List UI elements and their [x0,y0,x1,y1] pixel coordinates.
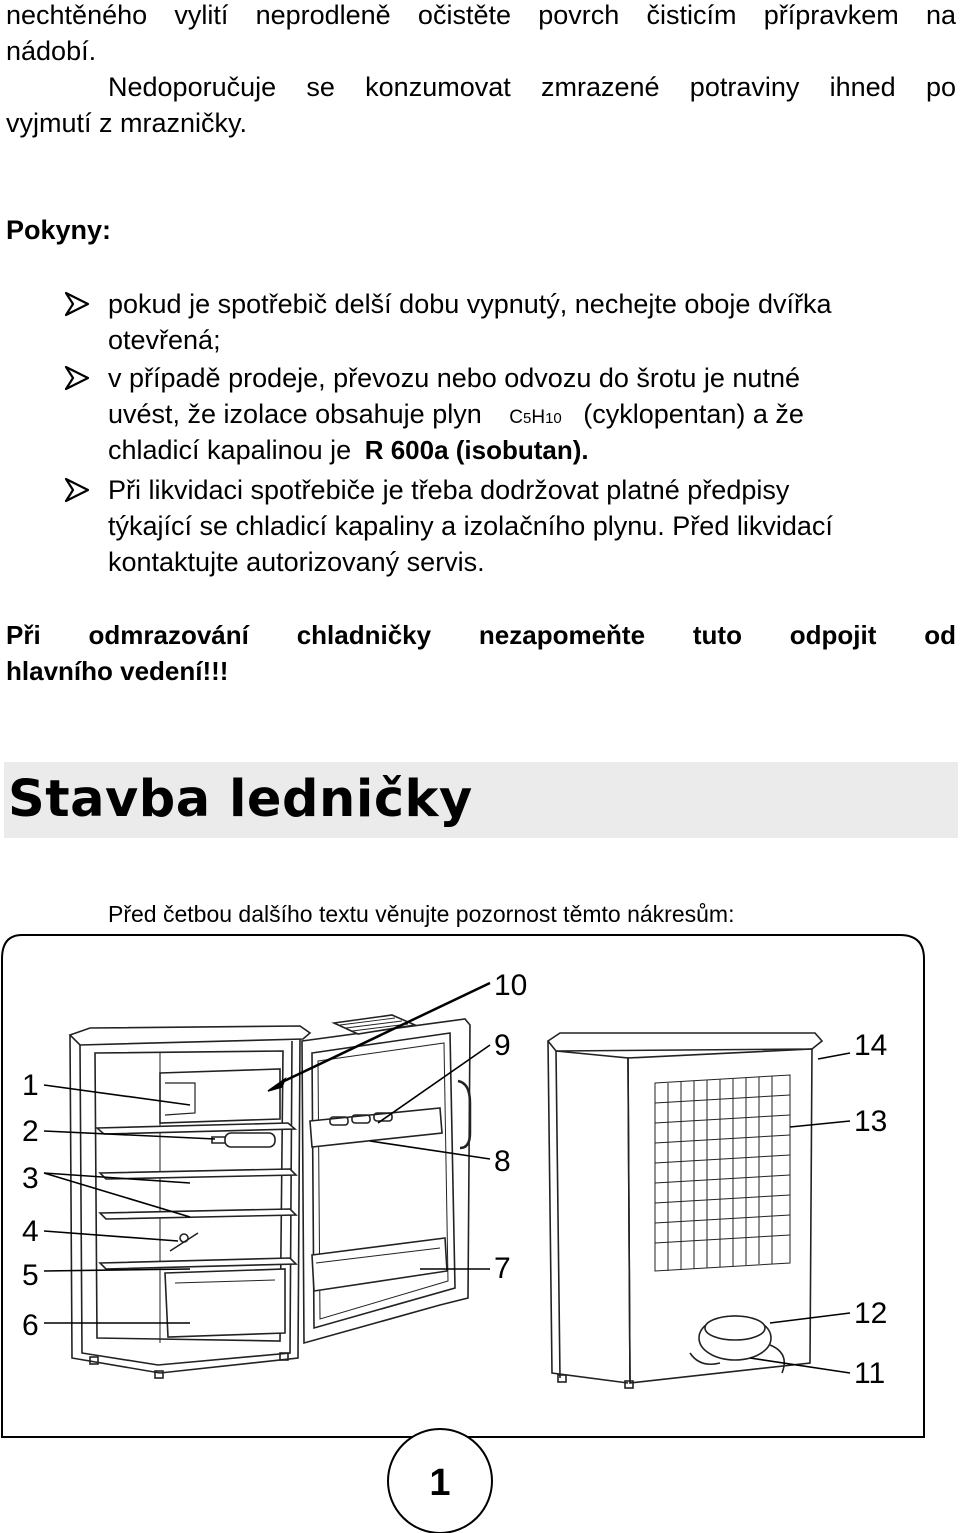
callout-4: 4 [22,1215,39,1248]
callout-8: 8 [494,1145,511,1178]
bullet-2-text-c: chladicí kapalinou je [108,435,352,465]
intro-line-1: nechtěného vylití neprodleně očistěte povrch čisticím přípravkem na [6,0,956,30]
diagram-caption: Před četbou dalšího textu věnujte pozornost těmto nákresům: [108,901,735,927]
intro-line-2: nádobí. [6,36,97,66]
bullet-1-line-2: otevřená; [108,325,221,355]
callout-7: 7 [494,1252,511,1285]
callout-11: 11 [854,1357,886,1390]
warning-line-2: hlavního vedení!!! [6,656,229,686]
bullet-2-text-b: (cyklopentan) a že [583,399,804,429]
intro-line-3: Nedoporučuje se konzumovat zmrazené potraviny ihned po [108,72,956,102]
bullet-2-text-a: uvést, že izolace obsahuje plyn [108,399,482,429]
section-banner [4,762,958,838]
callout-9: 9 [494,1029,511,1062]
bullet-3-line-1: Při likvidaci spotřebiče je třeba dodržovat platné předpisy [108,475,790,505]
arrow-bullet-icon [62,289,92,319]
warning-line-1: Při odmrazování chladničky nezapomeňte tuto odpojit od [6,620,956,650]
callout-10: 10 [494,969,528,1002]
callout-1: 1 [22,1069,39,1102]
chemical-formula: C5H10 [509,407,562,428]
intro-line-4: vyjmutí z mrazničky. [6,108,248,138]
refrigerator-diagram [0,933,960,1533]
instructions-heading: Pokyny: [6,215,112,245]
refrigerant-name: R 600a (isobutan). [364,435,589,465]
callout-12: 12 [854,1297,888,1330]
arrow-bullet-icon [62,363,92,393]
page-number: 1 [429,1462,451,1504]
bullet-3-line-2: týkající se chladicí kapaliny a izolačního plynu. Před likvidací [108,511,833,541]
callout-14: 14 [854,1029,888,1062]
bullet-2-line-1: v případě prodeje, převozu nebo odvozu do šrotu je nutné [108,363,800,393]
callout-3: 3 [22,1162,39,1195]
section-title: Stavba ledničky [8,770,473,829]
bullet-3-line-3: kontaktujte autorizovaný servis. [108,547,485,577]
callout-5: 5 [22,1259,39,1292]
bullet-1-line-1: pokud je spotřebič delší dobu vypnutý, nechejte oboje dvířka [108,289,832,319]
callout-13: 13 [854,1105,888,1138]
bullet-2-line-3 [108,432,589,468]
arrow-bullet-icon [62,475,92,505]
callout-6: 6 [22,1309,39,1342]
bullet-2-line-2 [108,396,804,437]
callout-2: 2 [22,1115,39,1148]
fridge-back-drawing [548,1033,822,1388]
